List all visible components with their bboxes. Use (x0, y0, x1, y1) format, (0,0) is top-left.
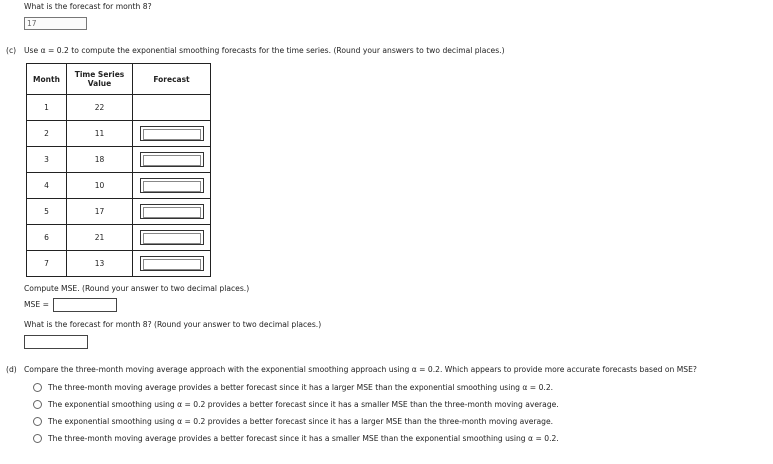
value-cell: 11 (67, 121, 133, 147)
mse-label: MSE = (24, 300, 49, 309)
header-value-line1: Time Series (74, 70, 125, 79)
forecast-cell (133, 251, 211, 277)
radio-circle-icon[interactable] (33, 434, 42, 443)
month-cell: 1 (27, 95, 67, 121)
forecast-cell (133, 173, 211, 199)
forecast-input-month-3[interactable] (140, 152, 204, 167)
forecast-cell (133, 147, 211, 173)
radio-circle-icon[interactable] (33, 417, 42, 426)
value-cell: 10 (67, 173, 133, 199)
forecast-cell (133, 199, 211, 225)
forecast-cell-empty (133, 95, 211, 121)
month-cell: 2 (27, 121, 67, 147)
forecast-month8-prompt: What is the forecast for month 8? (Round your answer to two decimal places.) (24, 320, 322, 329)
forecast-input-month-7[interactable] (140, 256, 204, 271)
radio-option-4[interactable] (33, 431, 559, 445)
forecast-input-month-4[interactable] (140, 178, 204, 193)
header-month: Month (27, 64, 67, 95)
table-row (27, 147, 211, 173)
month-cell: 5 (27, 199, 67, 225)
part-d-prompt: Compare the three-month moving average approach with the exponential smoothing approach using α = 0.2. Which appears to provide more accurate forecasts based on MSE? (24, 365, 697, 374)
month8-answer-prev[interactable]: 17 (24, 17, 87, 30)
forecast-input-month-2[interactable] (140, 126, 204, 141)
value-cell: 22 (67, 95, 133, 121)
table-row (27, 173, 211, 199)
radio-option-label: The exponential smoothing using α = 0.2 provides a better forecast since it has a larger MSE than the three-month moving average. (48, 416, 554, 426)
table-header-row (27, 64, 211, 95)
radio-option-3[interactable] (33, 414, 553, 428)
table-row (27, 199, 211, 225)
table-row (27, 95, 211, 121)
value-cell: 21 (67, 225, 133, 251)
table-row (27, 121, 211, 147)
radio-circle-icon[interactable] (33, 400, 42, 409)
value-cell: 17 (67, 199, 133, 225)
part-c-label: (c) (6, 46, 17, 55)
forecast-month8-input[interactable] (24, 335, 88, 349)
table-row (27, 225, 211, 251)
month-cell: 3 (27, 147, 67, 173)
forecast-cell (133, 225, 211, 251)
radio-circle-icon[interactable] (33, 383, 42, 392)
table-row (27, 251, 211, 277)
radio-option-1[interactable] (33, 380, 553, 394)
header-value-line2: Value (87, 79, 112, 88)
month8-question-prev: What is the forecast for month 8? (24, 2, 152, 11)
radio-option-2[interactable] (33, 397, 559, 411)
value-cell: 18 (67, 147, 133, 173)
forecast-input-month-5[interactable] (140, 204, 204, 219)
part-c-prompt: Use α = 0.2 to compute the exponential smoothing forecasts for the time series. (Round your answers to two decimal places.) (24, 46, 505, 55)
month-cell: 4 (27, 173, 67, 199)
month-cell: 7 (27, 251, 67, 277)
forecast-cell (133, 121, 211, 147)
mse-prompt: Compute MSE. (Round your answer to two decimal places.) (24, 284, 250, 293)
radio-option-label: The three-month moving average provides a better forecast since it has a smaller MSE than the exponential smoothing using α = 0.2. (48, 433, 559, 443)
mse-input[interactable] (53, 298, 117, 312)
value-cell: 13 (67, 251, 133, 277)
month-cell: 6 (27, 225, 67, 251)
header-forecast: Forecast (133, 64, 211, 95)
radio-option-label: The exponential smoothing using α = 0.2 provides a better forecast since it has a smaller MSE than the three-month moving average. (48, 399, 559, 409)
part-d-label: (d) (6, 365, 17, 374)
forecast-input-month-6[interactable] (140, 230, 204, 245)
time-series-table (26, 63, 211, 277)
radio-option-label: The three-month moving average provides a better forecast since it has a larger MSE than the exponential smoothing using α = 0.2. (48, 382, 554, 392)
header-time-series-value (67, 64, 133, 95)
